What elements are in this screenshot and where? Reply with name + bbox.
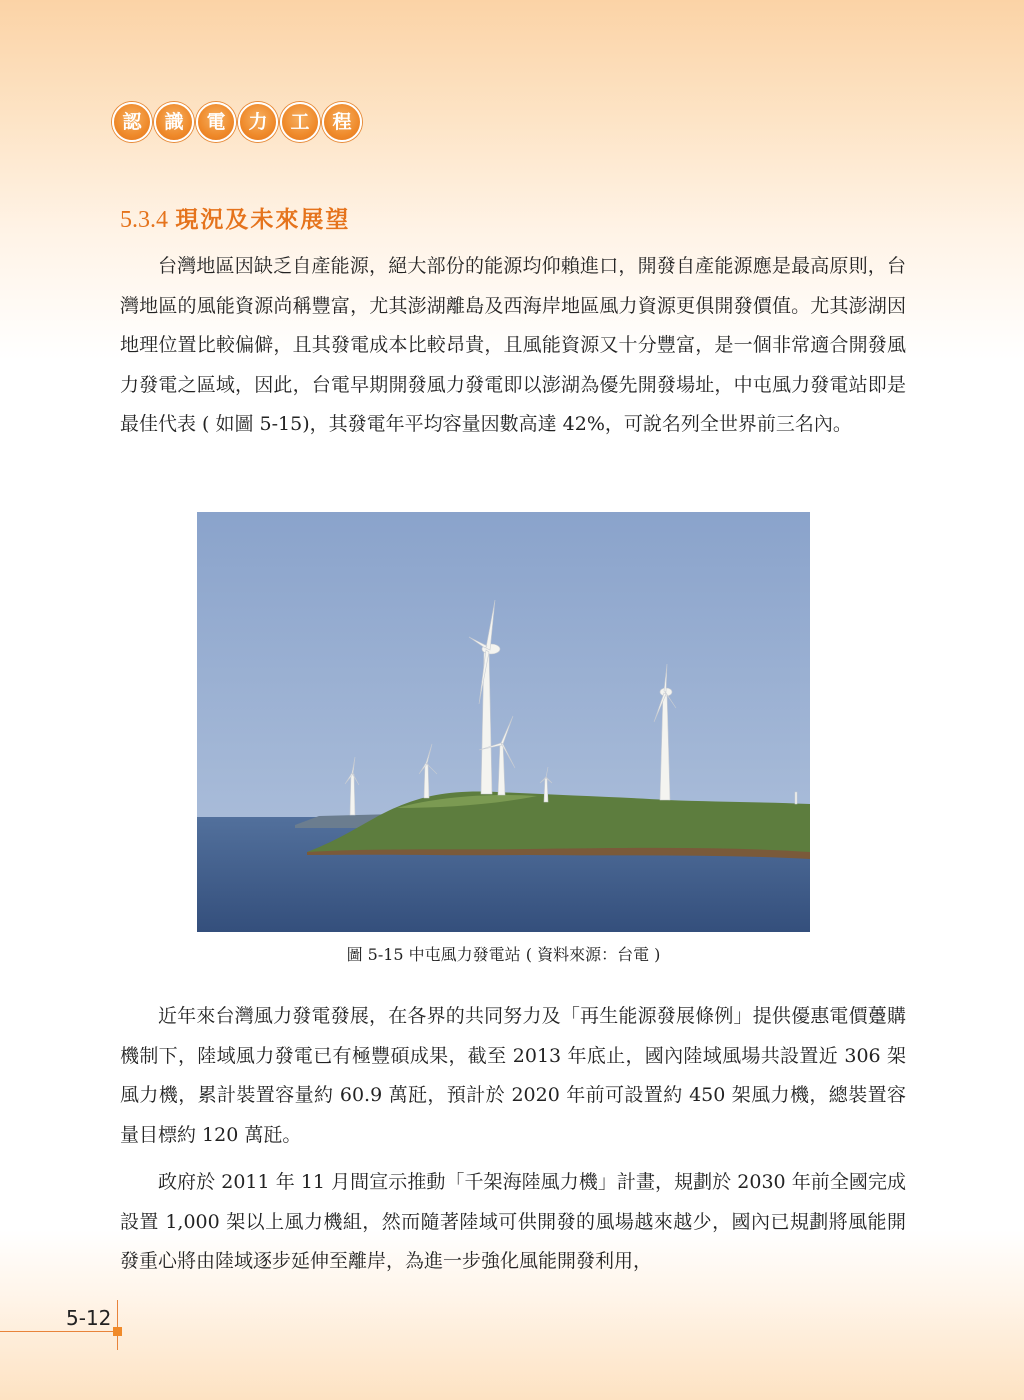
section-title: 現況及未來展望 (175, 207, 351, 233)
turbine-6-tower (544, 778, 548, 802)
banner-char: 認 (112, 102, 152, 142)
footer-rule-vertical (117, 1300, 118, 1350)
footer-rule-horizontal (0, 1331, 120, 1332)
banner-char: 電 (196, 102, 236, 142)
banner-char: 力 (238, 102, 278, 142)
turbine-5-tower (350, 774, 355, 815)
body-paragraph-2: 近年來台灣風力發電發展，在各界的共同努力及「再生能源發展條例」提供優惠電價躉購機制下，陸域風力發電已有極豐碩成果，截至 2013 年底止，國內陸域風場共設置近 306 架風力機，累計裝置容量約 60.9 萬瓩，預計於 2020 年前可設置約 450 架風力機，總裝置容量目標約 120 萬瓩。 (120, 1005, 906, 1146)
section-number: 5.3.4 (120, 207, 168, 233)
book-title-banner (112, 102, 362, 142)
section-heading (120, 201, 350, 234)
turbine-7-tower (795, 792, 797, 804)
body-paragraph-3: 政府於 2011 年 11 月間宣示推動「千架海陸風力機」計畫，規劃於 2030 年前全國完成設置 1,000 架以上風力機組，然而隨著陸域可供開發的風場越來越少，國內已規劃將風能開發重心將由陸域逐步延伸至離岸，為進一步強化風能開發利用， (120, 1171, 906, 1272)
figure-caption: 圖 5-15 中屯風力發電站 ( 資料來源：台電 ) (346, 945, 661, 964)
banner-char: 工 (280, 102, 320, 142)
banner-char: 識 (154, 102, 194, 142)
banner-char: 程 (322, 102, 362, 142)
page-number: 5-12 (66, 1306, 112, 1330)
turbine-4-tower (424, 764, 429, 798)
wind-farm-photo (197, 512, 810, 932)
body-paragraph-1: 台灣地區因缺乏自產能源，絕大部份的能源均仰賴進口，開發自產能源應是最高原則，台灣地區的風能資源尚稱豐富，尤其澎湖離島及西海岸地區風力資源更俱開發價值。尤其澎湖因地理位置比較偏僻，且其發電成本比較昂貴，且風能資源又十分豐富，是一個非常適合開發風力發電之區域，因此，台電早期開發風力發電即以澎湖為優先開發場址，中屯風力發電站即是最佳代表 ( 如圖 5-15)，其發電年平均容量因數高達 42%，可說名列全世界前三名內。 (120, 255, 906, 435)
footer-accent-square (113, 1327, 122, 1336)
